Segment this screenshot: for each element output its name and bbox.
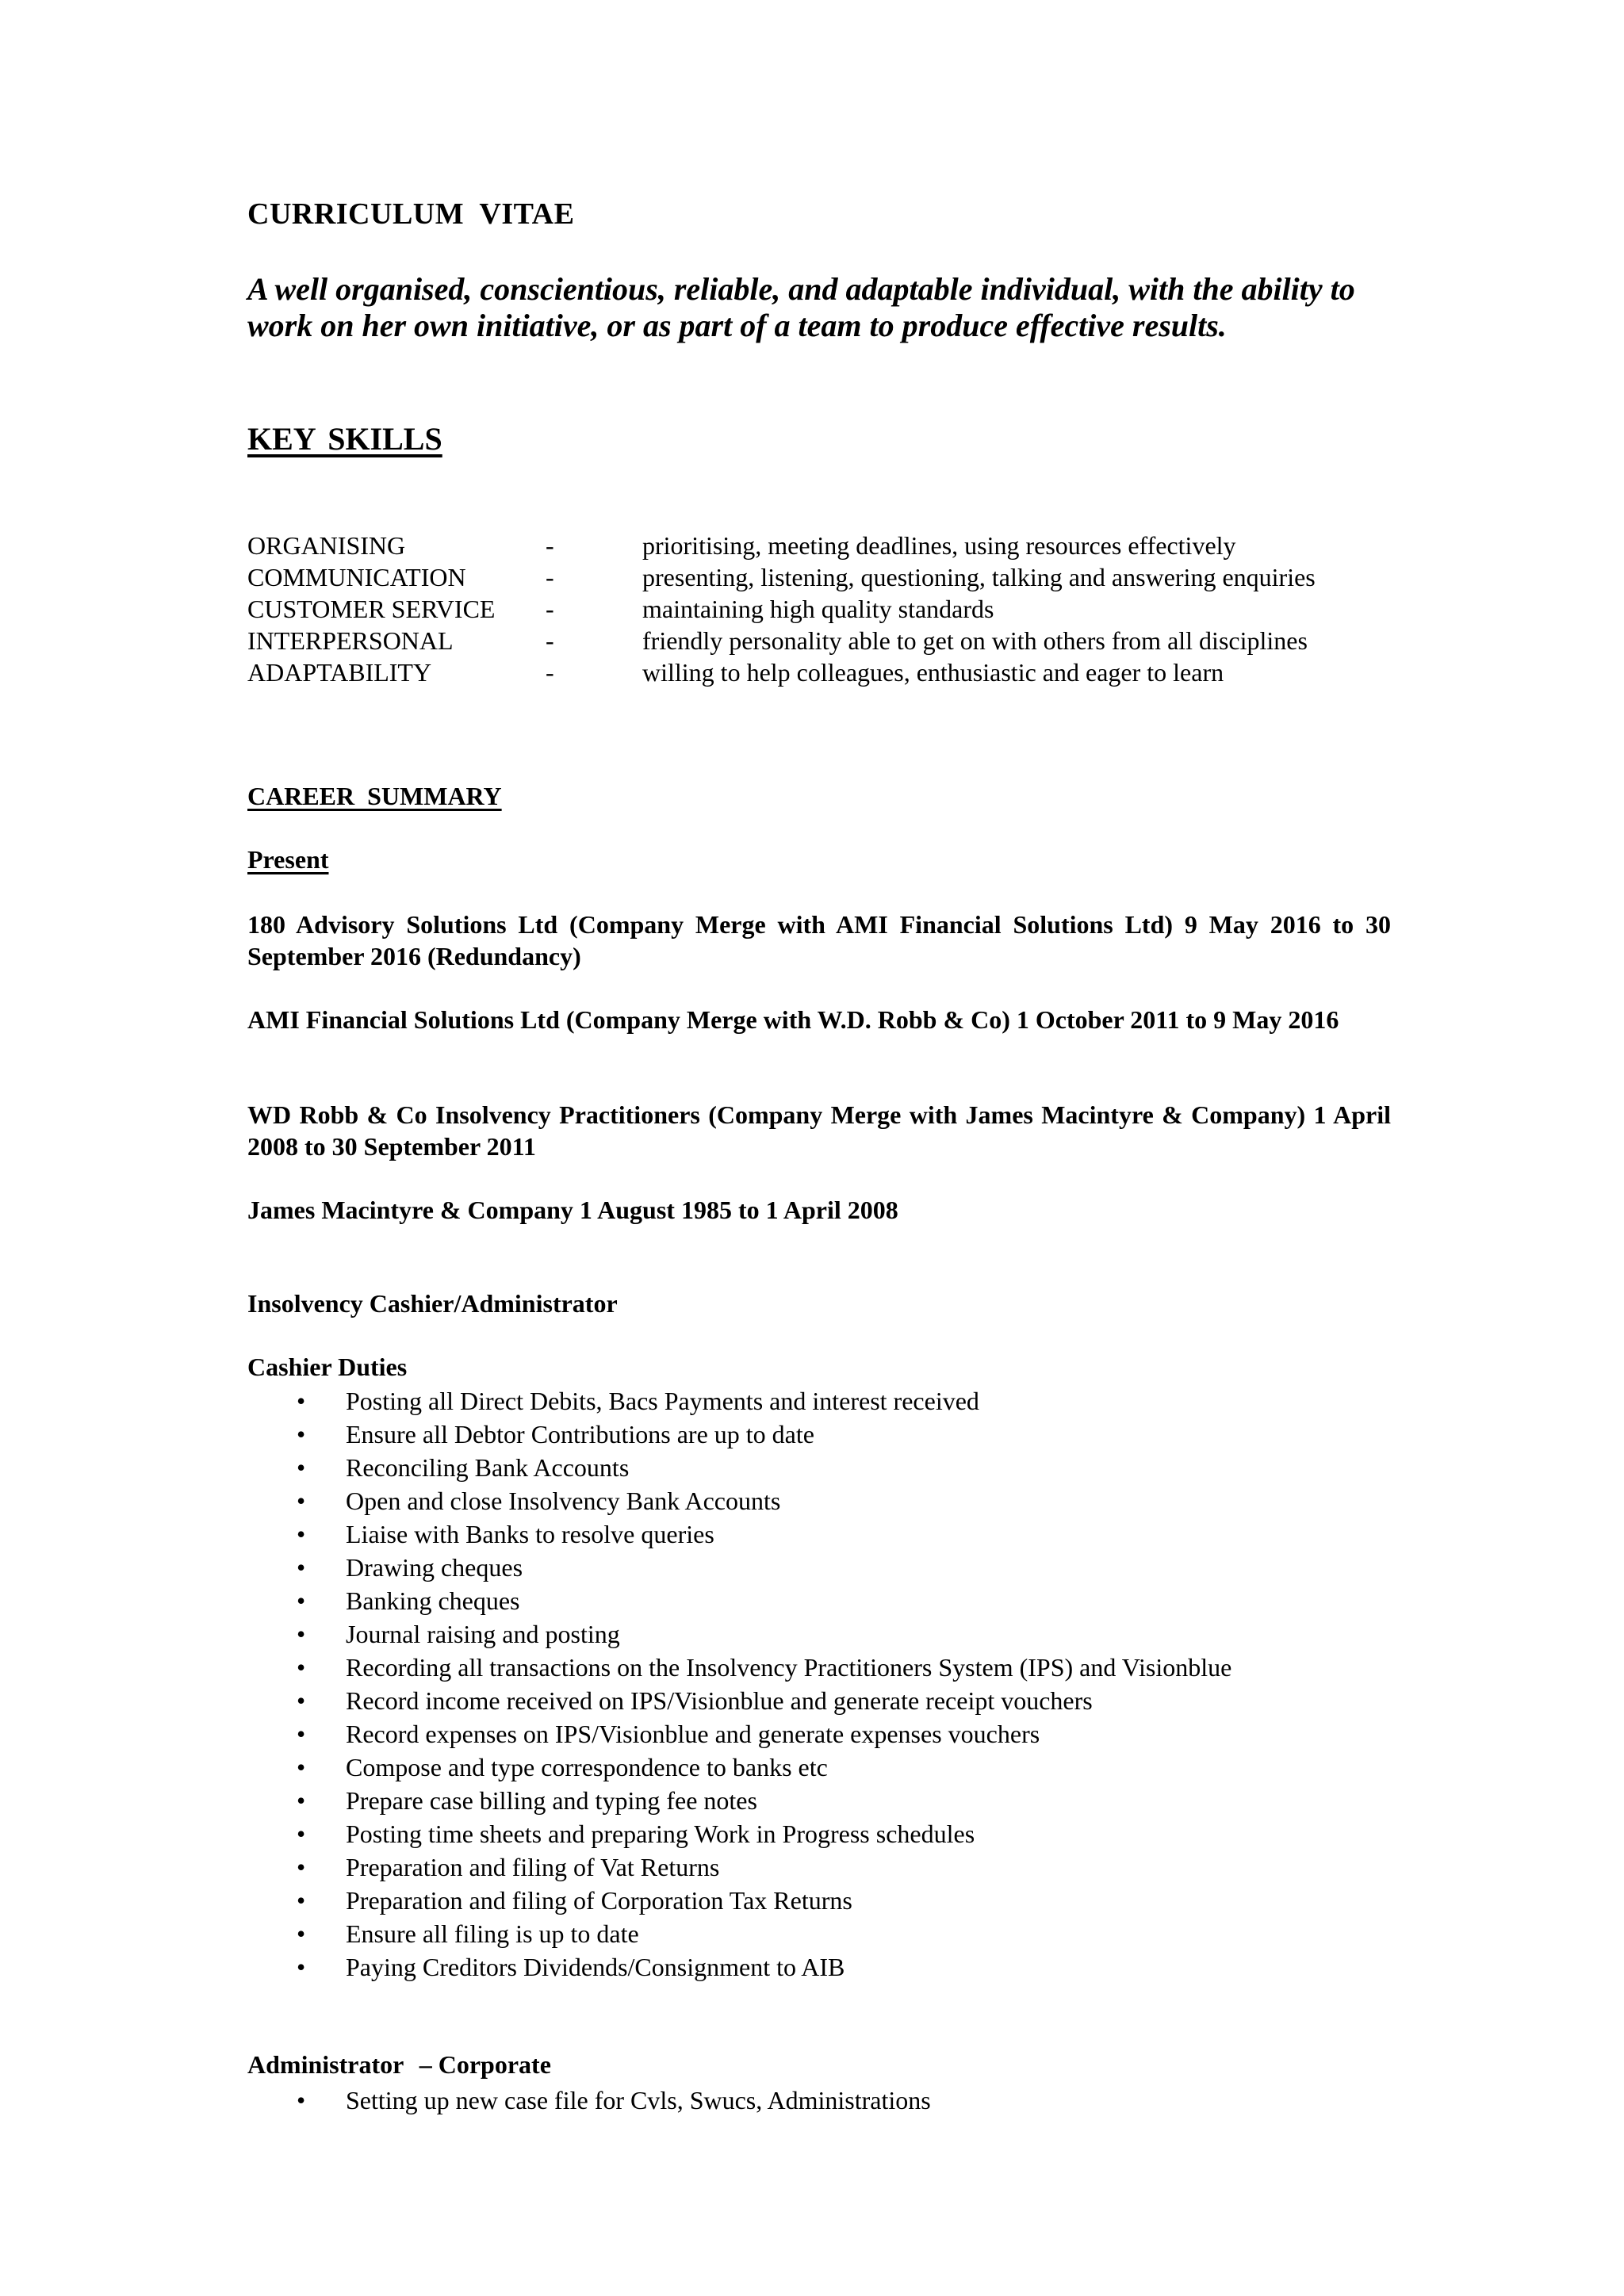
duty-text: Paying Creditors Dividends/Consignment to AIB (346, 1953, 845, 1981)
administrator-label: Administrator (247, 2050, 404, 2079)
skill-dash: - (546, 658, 554, 687)
duty-text: Banking cheques (346, 1586, 520, 1615)
duty-text: Journal raising and posting (346, 1620, 620, 1648)
corporate-label: – Corporate (419, 2050, 551, 2079)
skill-name: ORGANISING (247, 531, 406, 560)
bullet-icon: • (297, 1753, 306, 1781)
skill-name: COMMUNICATION (247, 563, 466, 591)
bullet-icon: • (297, 1786, 306, 1815)
duty-text: Prepare case billing and typing fee notes (346, 1786, 757, 1815)
list-item (247, 1651, 1231, 1684)
duty-text: Preparation and filing of Vat Returns (346, 1853, 720, 1881)
list-item (247, 1850, 1231, 1884)
bullet-icon: • (297, 1653, 306, 1682)
skill-dash: - (546, 563, 554, 591)
bullet-icon: • (297, 1553, 306, 1582)
list-item (247, 1784, 1231, 1817)
bullet-icon: • (297, 1953, 306, 1981)
bullet-icon: • (297, 1487, 306, 1515)
skill-name: INTERPERSONAL (247, 626, 454, 655)
bullet-icon: • (297, 1886, 306, 1915)
bullet-icon: • (297, 2086, 306, 2114)
bullet-icon: • (297, 1919, 306, 1948)
skill-name: ADAPTABILITY (247, 658, 432, 687)
duty-text: Recording all transactions on the Insolvency Practitioners System (IPS) and Visionblue (346, 1653, 1232, 1682)
list-item (247, 1817, 1231, 1850)
list-item (247, 1451, 1231, 1484)
bullet-icon: • (297, 1387, 306, 1415)
role-title: Insolvency Cashier/Administrator (247, 1289, 618, 1318)
bullet-icon: • (297, 1453, 306, 1482)
cashier-duties-list (247, 1384, 1231, 1984)
skill-description: friendly personality able to get on with others from all disciplines (642, 626, 1308, 655)
profile-statement: A well organised, conscientious, reliable, and adaptable individual, with the ability to work on her own initiative, or as part of a team to produce effective results. (247, 271, 1355, 343)
career-summary-heading: CAREER SUMMARY (247, 782, 502, 810)
list-item (247, 1584, 1231, 1617)
list-item (247, 1751, 1231, 1784)
skill-description: maintaining high quality standards (642, 595, 994, 623)
list-item (247, 1950, 1231, 1984)
cashier-duties-heading: Cashier Duties (247, 1353, 408, 1381)
duty-text: Open and close Insolvency Bank Accounts (346, 1487, 781, 1515)
duty-text: Drawing cheques (346, 1553, 523, 1582)
list-item (247, 1384, 1231, 1418)
skill-dash: - (546, 531, 554, 560)
skill-dash: - (546, 626, 554, 655)
career-entry: AMI Financial Solutions Ltd (Company Merge with W.D. Robb & Co) 1 October 2011 to 9 May 2016 (247, 1005, 1339, 1034)
list-item (247, 1418, 1231, 1451)
list-item (247, 1917, 1231, 1950)
duty-text: Posting time sheets and preparing Work in Progress schedules (346, 1820, 975, 1848)
bullet-icon: • (297, 1853, 306, 1881)
bullet-icon: • (297, 1586, 306, 1615)
career-entry: James Macintyre & Company 1 August 1985 to 1 April 2008 (247, 1196, 898, 1224)
administrator-duties-list (247, 2084, 931, 2117)
duty-text: Compose and type correspondence to banks etc (346, 1753, 828, 1781)
list-item (247, 1717, 1231, 1751)
skill-description: presenting, listening, questioning, talking and answering enquiries (642, 563, 1316, 591)
list-item (247, 2084, 931, 2117)
duty-text: Posting all Direct Debits, Bacs Payments and interest received (346, 1387, 979, 1415)
duty-text: Liaise with Banks to resolve queries (346, 1520, 714, 1548)
document-title: CURRICULUM VITAE (247, 197, 575, 231)
key-skills-heading: KEY SKILLS (247, 421, 442, 457)
administrator-corporate-heading (247, 2050, 551, 2080)
career-entry: 180 Advisory Solutions Ltd (Company Merge with AMI Financial Solutions Ltd) 9 May 2016 to 30 September 2016 (Redundancy) (247, 910, 1391, 970)
duty-text: Ensure all Debtor Contributions are up to date (346, 1420, 814, 1448)
duty-text: Reconciling Bank Accounts (346, 1453, 630, 1482)
list-item (247, 1684, 1231, 1717)
career-entry: WD Robb & Co Insolvency Practitioners (Company Merge with James Macintyre & Company) 1 April 2008 to 30 September 2011 (247, 1100, 1391, 1161)
bullet-icon: • (297, 1420, 306, 1448)
list-item (247, 1484, 1231, 1517)
bullet-icon: • (297, 1820, 306, 1848)
list-item (247, 1551, 1231, 1584)
bullet-icon: • (297, 1620, 306, 1648)
bullet-icon: • (297, 1686, 306, 1715)
list-item (247, 1884, 1231, 1917)
bullet-icon: • (297, 1720, 306, 1748)
skill-description: willing to help colleagues, enthusiastic and eager to learn (642, 658, 1224, 687)
bullet-icon: • (297, 1520, 306, 1548)
skill-description: prioritising, meeting deadlines, using resources effectively (642, 531, 1236, 560)
present-label: Present (247, 845, 329, 874)
duty-text: Preparation and filing of Corporation Tax Returns (346, 1886, 852, 1915)
duty-text: Record expenses on IPS/Visionblue and generate expenses vouchers (346, 1720, 1040, 1748)
skill-dash: - (546, 595, 554, 623)
list-item (247, 1617, 1231, 1651)
duty-text: Setting up new case file for Cvls, Swucs, Administrations (346, 2086, 931, 2114)
duty-text: Record income received on IPS/Visionblue and generate receipt vouchers (346, 1686, 1093, 1715)
duty-text: Ensure all filing is up to date (346, 1919, 639, 1948)
list-item (247, 1517, 1231, 1551)
skill-name: CUSTOMER SERVICE (247, 595, 496, 623)
